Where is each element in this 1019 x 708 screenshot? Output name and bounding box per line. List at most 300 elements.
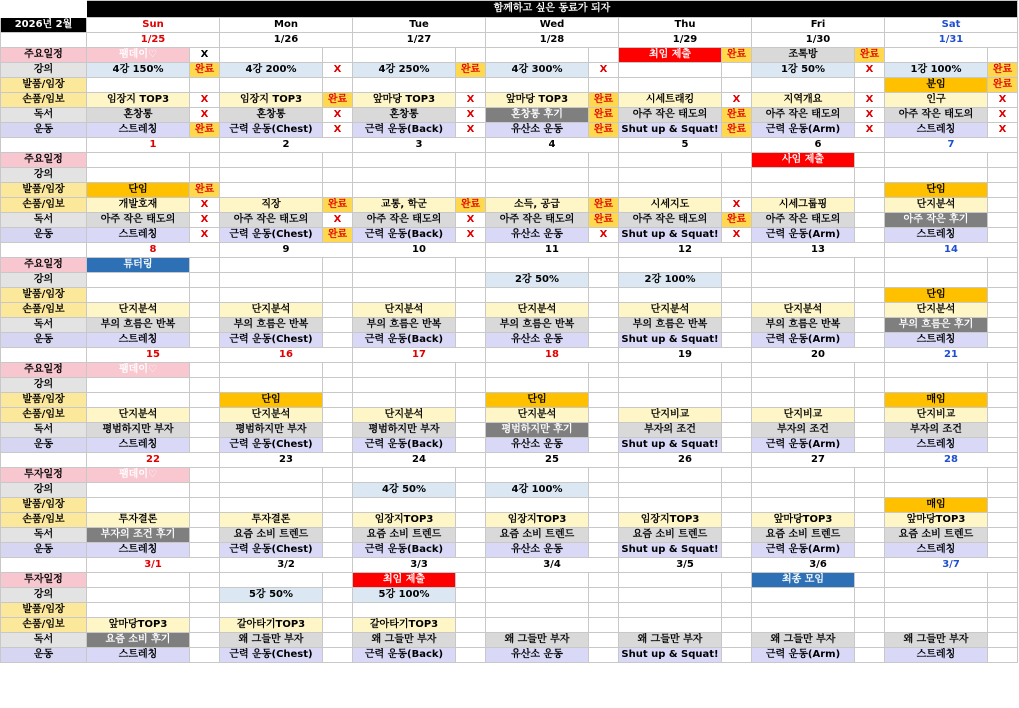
status-cell[interactable]: 완료: [323, 93, 353, 108]
status-cell[interactable]: [855, 648, 885, 663]
status-cell[interactable]: [456, 528, 486, 543]
status-cell[interactable]: [456, 633, 486, 648]
status-cell[interactable]: [855, 528, 885, 543]
row-label[interactable]: 손품/임보: [1, 513, 87, 528]
task-cell[interactable]: 요즘 소비 트렌드: [486, 528, 589, 543]
status-cell[interactable]: [456, 498, 486, 513]
task-cell[interactable]: 임장지TOP3: [486, 513, 589, 528]
status-cell[interactable]: [855, 228, 885, 243]
date-cell[interactable]: 26: [619, 453, 752, 468]
task-cell[interactable]: [87, 588, 190, 603]
status-cell[interactable]: [988, 363, 1018, 378]
status-cell[interactable]: [589, 633, 619, 648]
status-cell[interactable]: [855, 543, 885, 558]
status-cell[interactable]: [855, 153, 885, 168]
task-cell[interactable]: 단지분석: [353, 303, 456, 318]
task-cell[interactable]: 유산소 운동: [486, 543, 589, 558]
task-cell[interactable]: [885, 468, 988, 483]
status-cell[interactable]: X: [722, 198, 752, 213]
status-cell[interactable]: [722, 318, 752, 333]
task-cell[interactable]: [87, 483, 190, 498]
task-cell[interactable]: 요즘 소비 후기: [87, 633, 190, 648]
status-cell[interactable]: 완료: [722, 48, 752, 63]
task-cell[interactable]: Shut up & Squat!: [619, 543, 722, 558]
status-cell[interactable]: [722, 573, 752, 588]
task-cell[interactable]: 단지비교: [619, 408, 722, 423]
task-cell[interactable]: [353, 288, 456, 303]
status-cell[interactable]: [456, 513, 486, 528]
status-cell[interactable]: [855, 573, 885, 588]
task-cell[interactable]: 혼창통: [87, 108, 190, 123]
task-cell[interactable]: 단지분석: [486, 408, 589, 423]
row-label[interactable]: 발품/임장: [1, 78, 87, 93]
status-cell[interactable]: [988, 648, 1018, 663]
status-cell[interactable]: [456, 378, 486, 393]
status-cell[interactable]: [988, 183, 1018, 198]
status-cell[interactable]: 완료: [722, 213, 752, 228]
status-cell[interactable]: [855, 363, 885, 378]
status-cell[interactable]: [323, 483, 353, 498]
task-cell[interactable]: [619, 483, 722, 498]
status-cell[interactable]: [589, 303, 619, 318]
task-cell[interactable]: 부의 흐름은 반복: [220, 318, 323, 333]
task-cell[interactable]: 팸데이♡: [87, 48, 190, 63]
status-cell[interactable]: [988, 258, 1018, 273]
task-cell[interactable]: [353, 468, 456, 483]
task-cell[interactable]: 부의 흐름은 반복: [486, 318, 589, 333]
task-cell[interactable]: [87, 573, 190, 588]
row-label[interactable]: 운동: [1, 123, 87, 138]
task-cell[interactable]: 튜터링: [87, 258, 190, 273]
date-cell[interactable]: 1/28: [486, 33, 619, 48]
task-cell[interactable]: 요즘 소비 트렌드: [885, 528, 988, 543]
status-cell[interactable]: X: [855, 108, 885, 123]
date-cell[interactable]: 4: [486, 138, 619, 153]
task-cell[interactable]: 근력 운동(Chest): [220, 648, 323, 663]
status-cell[interactable]: [190, 333, 220, 348]
status-cell[interactable]: [988, 273, 1018, 288]
task-cell[interactable]: 아주 작은 후기: [885, 213, 988, 228]
task-cell[interactable]: [220, 153, 323, 168]
date-cell[interactable]: 3/5: [619, 558, 752, 573]
status-cell[interactable]: [589, 258, 619, 273]
status-cell[interactable]: [456, 393, 486, 408]
status-cell[interactable]: X: [855, 63, 885, 78]
status-cell[interactable]: 완료: [722, 108, 752, 123]
status-cell[interactable]: [722, 528, 752, 543]
date-cell[interactable]: 9: [220, 243, 353, 258]
task-cell[interactable]: 매임: [885, 498, 988, 513]
task-cell[interactable]: 평범하지만 부자: [220, 423, 323, 438]
task-cell[interactable]: 5강 100%: [353, 588, 456, 603]
task-cell[interactable]: 1강 50%: [752, 63, 855, 78]
task-cell[interactable]: 근력 운동(Chest): [220, 333, 323, 348]
task-cell[interactable]: 임장지 TOP3: [220, 93, 323, 108]
task-cell[interactable]: [752, 183, 855, 198]
status-cell[interactable]: [855, 288, 885, 303]
status-cell[interactable]: X: [323, 63, 353, 78]
task-cell[interactable]: [752, 378, 855, 393]
status-cell[interactable]: [722, 468, 752, 483]
status-cell[interactable]: [190, 273, 220, 288]
status-cell[interactable]: [722, 288, 752, 303]
task-cell[interactable]: [353, 48, 456, 63]
task-cell[interactable]: 앞마당 TOP3: [486, 93, 589, 108]
task-cell[interactable]: 투자결론: [87, 513, 190, 528]
task-cell[interactable]: [486, 153, 589, 168]
task-cell[interactable]: 시세트래킹: [619, 93, 722, 108]
row-label[interactable]: 손품/임보: [1, 198, 87, 213]
row-label[interactable]: 강의: [1, 273, 87, 288]
status-cell[interactable]: [988, 438, 1018, 453]
status-cell[interactable]: [855, 78, 885, 93]
task-cell[interactable]: 4강 250%: [353, 63, 456, 78]
task-cell[interactable]: 4강 150%: [87, 63, 190, 78]
row-label[interactable]: 독서: [1, 633, 87, 648]
row-label[interactable]: 손품/임보: [1, 618, 87, 633]
status-cell[interactable]: [722, 483, 752, 498]
status-cell[interactable]: [988, 468, 1018, 483]
status-cell[interactable]: [855, 438, 885, 453]
status-cell[interactable]: [589, 48, 619, 63]
task-cell[interactable]: [220, 273, 323, 288]
status-cell[interactable]: 완료: [589, 198, 619, 213]
status-cell[interactable]: 완료: [988, 63, 1018, 78]
date-cell[interactable]: 15: [87, 348, 220, 363]
status-cell[interactable]: [589, 393, 619, 408]
task-cell[interactable]: 조톡방: [752, 48, 855, 63]
status-cell[interactable]: [190, 483, 220, 498]
task-cell[interactable]: [353, 393, 456, 408]
status-cell[interactable]: [456, 153, 486, 168]
status-cell[interactable]: [855, 483, 885, 498]
task-cell[interactable]: [752, 468, 855, 483]
status-cell[interactable]: [589, 408, 619, 423]
status-cell[interactable]: X: [722, 228, 752, 243]
task-cell[interactable]: 최임 제출: [353, 573, 456, 588]
status-cell[interactable]: [589, 648, 619, 663]
status-cell[interactable]: [855, 468, 885, 483]
task-cell[interactable]: [885, 258, 988, 273]
task-cell[interactable]: Shut up & Squat!: [619, 438, 722, 453]
status-cell[interactable]: [722, 618, 752, 633]
task-cell[interactable]: 앞마당TOP3: [885, 513, 988, 528]
date-cell[interactable]: 28: [885, 453, 1018, 468]
date-cell[interactable]: 16: [220, 348, 353, 363]
task-cell[interactable]: [619, 618, 722, 633]
status-cell[interactable]: [190, 633, 220, 648]
status-cell[interactable]: [722, 378, 752, 393]
task-cell[interactable]: [220, 498, 323, 513]
status-cell[interactable]: 완료: [589, 123, 619, 138]
status-cell[interactable]: [722, 258, 752, 273]
status-cell[interactable]: [722, 648, 752, 663]
date-cell[interactable]: 3/4: [486, 558, 619, 573]
status-cell[interactable]: X: [589, 63, 619, 78]
status-cell[interactable]: [988, 228, 1018, 243]
status-cell[interactable]: [988, 588, 1018, 603]
status-cell[interactable]: 완료: [323, 228, 353, 243]
status-cell[interactable]: [855, 378, 885, 393]
status-cell[interactable]: 완료: [190, 183, 220, 198]
status-cell[interactable]: [589, 183, 619, 198]
status-cell[interactable]: [722, 183, 752, 198]
status-cell[interactable]: [722, 438, 752, 453]
status-cell[interactable]: [190, 588, 220, 603]
date-cell[interactable]: 5: [619, 138, 752, 153]
date-cell[interactable]: 8: [87, 243, 220, 258]
task-cell[interactable]: [752, 603, 855, 618]
task-cell[interactable]: [752, 588, 855, 603]
status-cell[interactable]: [988, 393, 1018, 408]
task-cell[interactable]: [486, 378, 589, 393]
task-cell[interactable]: 근력 운동(Back): [353, 123, 456, 138]
status-cell[interactable]: [456, 288, 486, 303]
task-cell[interactable]: Shut up & Squat!: [619, 648, 722, 663]
status-cell[interactable]: [855, 393, 885, 408]
status-cell[interactable]: [988, 303, 1018, 318]
task-cell[interactable]: 스트레칭: [885, 333, 988, 348]
status-cell[interactable]: [988, 408, 1018, 423]
task-cell[interactable]: 근력 운동(Arm): [752, 123, 855, 138]
task-cell[interactable]: [752, 618, 855, 633]
status-cell[interactable]: [323, 468, 353, 483]
task-cell[interactable]: [486, 183, 589, 198]
task-cell[interactable]: [486, 573, 589, 588]
task-cell[interactable]: [619, 288, 722, 303]
task-cell[interactable]: [619, 468, 722, 483]
task-cell[interactable]: 2강 100%: [619, 273, 722, 288]
task-cell[interactable]: 갈아타기TOP3: [220, 618, 323, 633]
task-cell[interactable]: [619, 153, 722, 168]
status-cell[interactable]: 완료: [456, 198, 486, 213]
status-cell[interactable]: [456, 423, 486, 438]
task-cell[interactable]: 스트레칭: [885, 648, 988, 663]
status-cell[interactable]: X: [323, 108, 353, 123]
status-cell[interactable]: X: [456, 108, 486, 123]
task-cell[interactable]: [619, 393, 722, 408]
status-cell[interactable]: [988, 288, 1018, 303]
task-cell[interactable]: [486, 603, 589, 618]
task-cell[interactable]: [619, 258, 722, 273]
date-cell[interactable]: 6: [752, 138, 885, 153]
status-cell[interactable]: [323, 618, 353, 633]
task-cell[interactable]: 시세그룹핑: [752, 198, 855, 213]
task-cell[interactable]: [87, 288, 190, 303]
date-cell[interactable]: 19: [619, 348, 752, 363]
task-cell[interactable]: [486, 588, 589, 603]
status-cell[interactable]: [722, 273, 752, 288]
task-cell[interactable]: 근력 운동(Back): [353, 648, 456, 663]
row-label[interactable]: 손품/임보: [1, 303, 87, 318]
task-cell[interactable]: 단지분석: [220, 303, 323, 318]
task-cell[interactable]: 아주 작은 태도의: [752, 213, 855, 228]
status-cell[interactable]: [589, 468, 619, 483]
status-cell[interactable]: [456, 303, 486, 318]
status-cell[interactable]: [988, 618, 1018, 633]
task-cell[interactable]: 요즘 소비 트렌드: [220, 528, 323, 543]
task-cell[interactable]: 교통, 학군: [353, 198, 456, 213]
task-cell[interactable]: 임장지TOP3: [353, 513, 456, 528]
status-cell[interactable]: [855, 213, 885, 228]
status-cell[interactable]: [190, 648, 220, 663]
task-cell[interactable]: 평범하지만 부자: [353, 423, 456, 438]
status-cell[interactable]: [190, 528, 220, 543]
status-cell[interactable]: [722, 603, 752, 618]
status-cell[interactable]: [456, 483, 486, 498]
task-cell[interactable]: [87, 168, 190, 183]
task-cell[interactable]: [87, 273, 190, 288]
status-cell[interactable]: [456, 363, 486, 378]
status-cell[interactable]: [589, 438, 619, 453]
status-cell[interactable]: X: [456, 213, 486, 228]
task-cell[interactable]: 단지분석: [87, 303, 190, 318]
task-cell[interactable]: 단지분석: [885, 198, 988, 213]
row-label[interactable]: 발품/임장: [1, 603, 87, 618]
status-cell[interactable]: [988, 168, 1018, 183]
day-header-thu[interactable]: Thu: [619, 18, 752, 33]
date-cell[interactable]: 1/27: [353, 33, 486, 48]
task-cell[interactable]: 지역개요: [752, 93, 855, 108]
day-header-sun[interactable]: Sun: [87, 18, 220, 33]
date-cell[interactable]: 3/1: [87, 558, 220, 573]
task-cell[interactable]: 요즘 소비 트렌드: [353, 528, 456, 543]
row-label[interactable]: 독서: [1, 528, 87, 543]
task-cell[interactable]: 4강 100%: [486, 483, 589, 498]
status-cell[interactable]: [589, 513, 619, 528]
status-cell[interactable]: [190, 258, 220, 273]
status-cell[interactable]: [190, 288, 220, 303]
status-cell[interactable]: [190, 153, 220, 168]
status-cell[interactable]: X: [456, 93, 486, 108]
row-label[interactable]: 운동: [1, 333, 87, 348]
status-cell[interactable]: [589, 483, 619, 498]
status-cell[interactable]: [855, 588, 885, 603]
date-cell[interactable]: 1: [87, 138, 220, 153]
task-cell[interactable]: [353, 168, 456, 183]
task-cell[interactable]: [486, 48, 589, 63]
task-cell[interactable]: 2강 50%: [486, 273, 589, 288]
task-cell[interactable]: 유산소 운동: [486, 123, 589, 138]
status-cell[interactable]: [323, 333, 353, 348]
task-cell[interactable]: [885, 363, 988, 378]
task-cell[interactable]: 단임: [87, 183, 190, 198]
status-cell[interactable]: [589, 168, 619, 183]
task-cell[interactable]: [220, 48, 323, 63]
status-cell[interactable]: [190, 378, 220, 393]
date-cell[interactable]: 27: [752, 453, 885, 468]
task-cell[interactable]: [220, 483, 323, 498]
task-cell[interactable]: [87, 78, 190, 93]
day-header-sat[interactable]: Sat: [885, 18, 1018, 33]
task-cell[interactable]: 근력 운동(Back): [353, 438, 456, 453]
status-cell[interactable]: [589, 618, 619, 633]
task-cell[interactable]: 아주 작은 태도의: [885, 108, 988, 123]
status-cell[interactable]: [456, 183, 486, 198]
status-cell[interactable]: [190, 408, 220, 423]
task-cell[interactable]: [885, 483, 988, 498]
status-cell[interactable]: X: [190, 213, 220, 228]
status-cell[interactable]: [190, 498, 220, 513]
task-cell[interactable]: 스트레칭: [87, 543, 190, 558]
task-cell[interactable]: 근력 운동(Arm): [752, 543, 855, 558]
task-cell[interactable]: 근력 운동(Chest): [220, 123, 323, 138]
task-cell[interactable]: 근력 운동(Arm): [752, 648, 855, 663]
task-cell[interactable]: 아주 작은 태도의: [220, 213, 323, 228]
status-cell[interactable]: [323, 78, 353, 93]
task-cell[interactable]: [87, 498, 190, 513]
status-cell[interactable]: [190, 603, 220, 618]
row-label[interactable]: 발품/임장: [1, 498, 87, 513]
task-cell[interactable]: [220, 258, 323, 273]
task-cell[interactable]: 스트레칭: [885, 438, 988, 453]
task-cell[interactable]: 근력 운동(Chest): [220, 438, 323, 453]
task-cell[interactable]: [353, 78, 456, 93]
task-cell[interactable]: 스트레칭: [885, 543, 988, 558]
date-cell[interactable]: 12: [619, 243, 752, 258]
row-label[interactable]: 운동: [1, 438, 87, 453]
task-cell[interactable]: [885, 273, 988, 288]
status-cell[interactable]: [323, 303, 353, 318]
task-cell[interactable]: 근력 운동(Arm): [752, 333, 855, 348]
status-cell[interactable]: [855, 498, 885, 513]
status-cell[interactable]: [323, 603, 353, 618]
task-cell[interactable]: 앞마당TOP3: [752, 513, 855, 528]
task-cell[interactable]: [885, 588, 988, 603]
task-cell[interactable]: [220, 363, 323, 378]
task-cell[interactable]: 유산소 운동: [486, 228, 589, 243]
status-cell[interactable]: X: [190, 108, 220, 123]
status-cell[interactable]: 완료: [722, 123, 752, 138]
task-cell[interactable]: 4강 300%: [486, 63, 589, 78]
sheet-title[interactable]: 함께하고 싶은 동료가 되자: [87, 1, 1018, 18]
task-cell[interactable]: [353, 363, 456, 378]
task-cell[interactable]: 시세지도: [619, 198, 722, 213]
task-cell[interactable]: 개발호재: [87, 198, 190, 213]
task-cell[interactable]: [486, 468, 589, 483]
task-cell[interactable]: 부자의 조건 후기: [87, 528, 190, 543]
task-cell[interactable]: [87, 393, 190, 408]
task-cell[interactable]: [486, 498, 589, 513]
date-cell[interactable]: 1/30: [752, 33, 885, 48]
task-cell[interactable]: [885, 573, 988, 588]
date-cell[interactable]: 3/3: [353, 558, 486, 573]
date-cell[interactable]: 10: [353, 243, 486, 258]
status-cell[interactable]: [456, 333, 486, 348]
task-cell[interactable]: [486, 363, 589, 378]
status-cell[interactable]: X: [456, 228, 486, 243]
task-cell[interactable]: 팸데이♡: [87, 363, 190, 378]
date-cell[interactable]: 20: [752, 348, 885, 363]
date-cell[interactable]: 24: [353, 453, 486, 468]
task-cell[interactable]: 혼창통 후기: [486, 108, 589, 123]
task-cell[interactable]: 아주 작은 태도의: [752, 108, 855, 123]
status-cell[interactable]: [456, 648, 486, 663]
task-cell[interactable]: 아주 작은 태도의: [486, 213, 589, 228]
task-cell[interactable]: 혼창통: [353, 108, 456, 123]
task-cell[interactable]: [619, 168, 722, 183]
task-cell[interactable]: 혼창통: [220, 108, 323, 123]
status-cell[interactable]: [190, 573, 220, 588]
status-cell[interactable]: [190, 78, 220, 93]
status-cell[interactable]: [722, 333, 752, 348]
task-cell[interactable]: 투자결론: [220, 513, 323, 528]
task-cell[interactable]: [220, 603, 323, 618]
date-cell[interactable]: 2: [220, 138, 353, 153]
task-cell[interactable]: 단지비교: [885, 408, 988, 423]
task-cell[interactable]: 매임: [885, 393, 988, 408]
task-cell[interactable]: 근력 운동(Back): [353, 543, 456, 558]
